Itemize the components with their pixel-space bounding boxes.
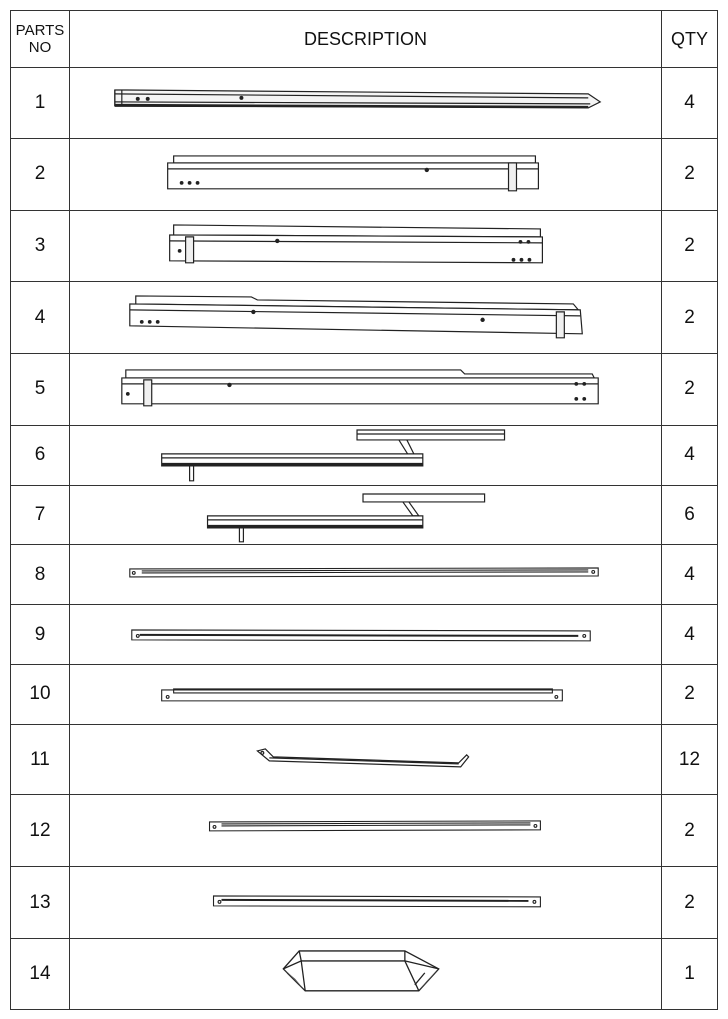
part-qty: 2 bbox=[662, 138, 718, 210]
part-row bbox=[11, 664, 718, 724]
part-qty: 2 bbox=[662, 795, 718, 867]
part-row bbox=[11, 354, 718, 426]
part-number: 2 bbox=[11, 138, 70, 210]
part-drawing bbox=[70, 485, 662, 545]
thin-bar-short-drawing bbox=[70, 665, 661, 724]
part-number: 10 bbox=[11, 664, 70, 724]
part-number: 4 bbox=[11, 282, 70, 354]
rail-left-post-drawing bbox=[70, 211, 661, 282]
header-description: DESCRIPTION bbox=[70, 11, 662, 68]
part-qty: 4 bbox=[662, 605, 718, 665]
part-row bbox=[11, 138, 718, 210]
brace-drawing bbox=[70, 725, 661, 795]
part-row bbox=[11, 485, 718, 545]
part-number: 9 bbox=[11, 605, 70, 665]
part-qty: 2 bbox=[662, 867, 718, 939]
part-qty: 2 bbox=[662, 664, 718, 724]
part-row bbox=[11, 605, 718, 665]
part-row bbox=[11, 282, 718, 354]
part-drawing bbox=[70, 210, 662, 282]
hinged-pair-flat-drawing bbox=[70, 486, 661, 545]
part-number: 5 bbox=[11, 354, 70, 426]
part-drawing bbox=[70, 354, 662, 426]
part-qty: 2 bbox=[662, 210, 718, 282]
part-qty: 4 bbox=[662, 425, 718, 485]
part-row bbox=[11, 795, 718, 867]
part-drawing bbox=[70, 545, 662, 605]
part-drawing bbox=[70, 68, 662, 139]
part-drawing bbox=[70, 605, 662, 665]
part-qty: 12 bbox=[662, 724, 718, 795]
part-drawing bbox=[70, 425, 662, 485]
part-qty: 4 bbox=[662, 545, 718, 605]
part-number: 14 bbox=[11, 938, 70, 1009]
part-row bbox=[11, 867, 718, 939]
header-parts-line1: PARTS bbox=[15, 22, 65, 39]
part-row bbox=[11, 425, 718, 485]
part-drawing bbox=[70, 938, 662, 1009]
part-drawing bbox=[70, 724, 662, 795]
header-parts-no bbox=[11, 11, 70, 68]
part-drawing bbox=[70, 138, 662, 210]
part-number: 1 bbox=[11, 68, 70, 139]
part-number: 3 bbox=[11, 210, 70, 282]
part-number: 6 bbox=[11, 425, 70, 485]
part-row bbox=[11, 938, 718, 1009]
wide-rail-drawing bbox=[70, 354, 661, 425]
part-drawing bbox=[70, 867, 662, 939]
part-drawing bbox=[70, 795, 662, 867]
part-drawing bbox=[70, 282, 662, 354]
part-row bbox=[11, 210, 718, 282]
short-bar-drawing bbox=[70, 795, 661, 866]
thin-bar-drawing bbox=[70, 545, 661, 604]
thin-bar-dark-drawing bbox=[70, 605, 661, 664]
header-row bbox=[11, 11, 718, 68]
part-number: 11 bbox=[11, 724, 70, 795]
part-qty: 1 bbox=[662, 938, 718, 1009]
part-qty: 4 bbox=[662, 68, 718, 139]
short-bar-dark-drawing bbox=[70, 867, 661, 938]
part-qty: 2 bbox=[662, 354, 718, 426]
part-drawing bbox=[70, 664, 662, 724]
part-number: 13 bbox=[11, 867, 70, 939]
angled-rail-drawing bbox=[70, 282, 661, 353]
part-row bbox=[11, 68, 718, 139]
part-qty: 2 bbox=[662, 282, 718, 354]
part-row bbox=[11, 724, 718, 795]
bracket-drawing bbox=[70, 939, 661, 1009]
hinged-pair-drawing bbox=[70, 426, 661, 485]
rail-right-post-drawing bbox=[70, 139, 661, 210]
part-number: 8 bbox=[11, 545, 70, 605]
part-row bbox=[11, 545, 718, 605]
parts-table bbox=[10, 10, 718, 1010]
part-number: 7 bbox=[11, 485, 70, 545]
long-beam-drawing bbox=[70, 68, 661, 138]
header-qty: QTY bbox=[662, 11, 718, 68]
header-parts-line2: NO bbox=[28, 39, 52, 56]
part-number: 12 bbox=[11, 795, 70, 867]
part-qty: 6 bbox=[662, 485, 718, 545]
